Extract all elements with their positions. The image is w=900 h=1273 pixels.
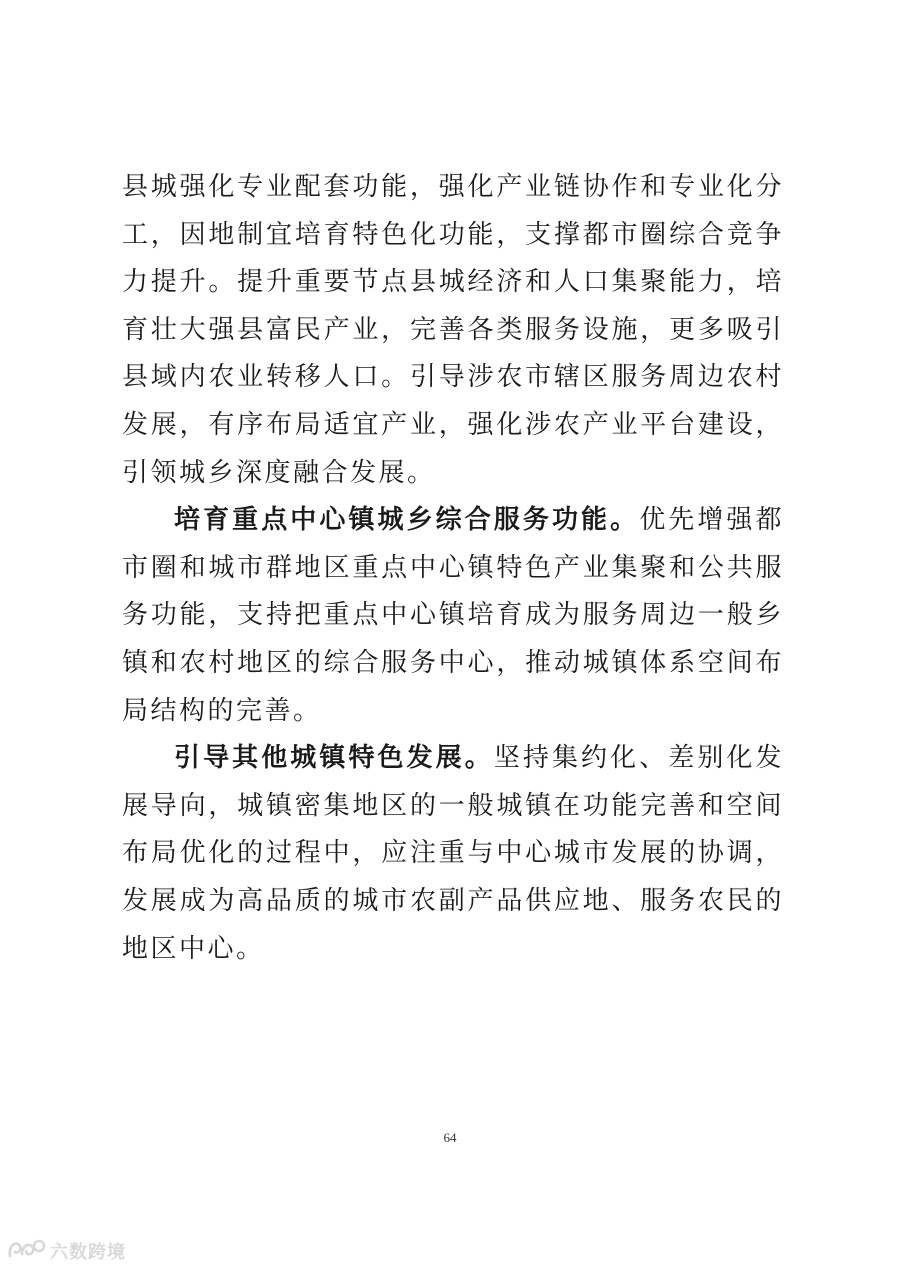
paragraph-2-text: 优先增强都市圈和城市群地区重点中心镇特色产业集聚和公共服务功能，支持把重点中心镇培育成为服务周边一般乡镇和农村地区的综合服务中心，推动城镇体系空间布局结构的完善。 bbox=[122, 505, 784, 726]
paragraph-1-text: 县城强化专业配套功能，强化产业链协作和专业化分工，因地制宜培育特色化功能，支撑都市圈综合竞争力提升。提升重要节点县城经济和人口集聚能力，培育壮大强县富民产业，完善各类服务设施，更多吸引县域内农业转移人口。引导涉农市辖区服务周边农村发展，有序布局适宜产业，强化涉农产业平台建设，引领城乡深度融合发展。 bbox=[122, 172, 784, 488]
paragraph-2 bbox=[122, 497, 784, 735]
paragraph-3 bbox=[122, 735, 784, 973]
paragraph-3-text: 坚持集约化、差别化发展导向，城镇密集地区的一般城镇在功能完善和空间布局优化的过程中，应注重与中心城市发展的协调，发展成为高品质的城市农副产品供应地、服务农民的地区中心。 bbox=[122, 743, 784, 964]
paragraph-1 bbox=[122, 164, 784, 497]
paragraph-3-heading: 引导其他城镇特色发展。 bbox=[174, 743, 494, 774]
paragraph-2-heading: 培育重点中心镇城乡综合服务功能。 bbox=[174, 505, 640, 536]
page-number: 64 bbox=[443, 1130, 457, 1145]
watermark bbox=[6, 1236, 126, 1266]
watermark-logo-icon bbox=[6, 1236, 46, 1266]
watermark-text: 六数跨境 bbox=[50, 1242, 126, 1263]
document-body bbox=[122, 164, 784, 973]
